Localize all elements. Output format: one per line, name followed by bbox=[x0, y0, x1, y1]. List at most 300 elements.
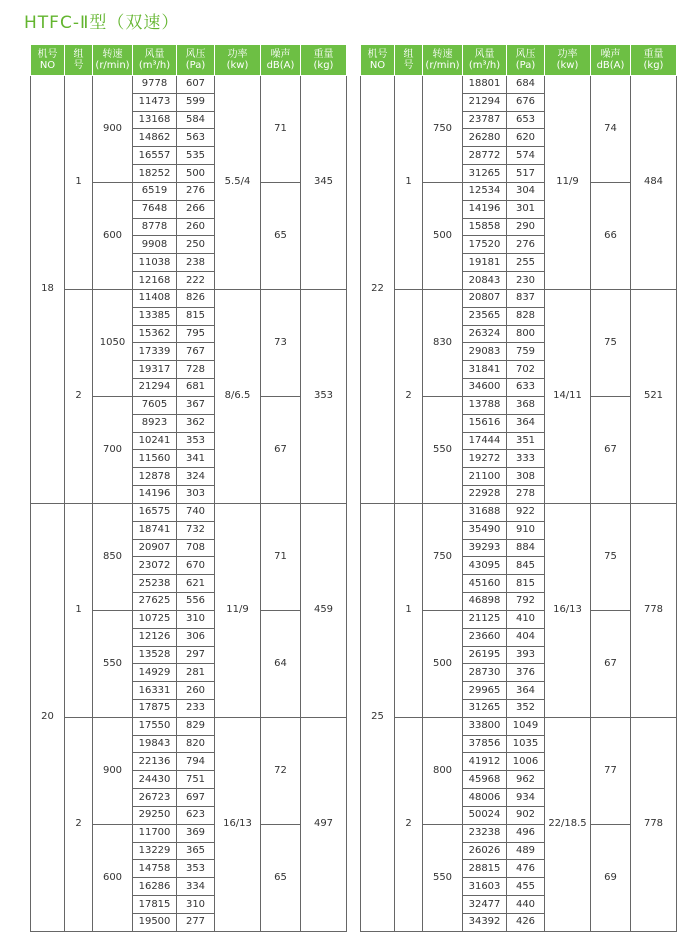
airflow-value: 29965 bbox=[463, 682, 507, 700]
header-airflow-line: (m³/h) bbox=[468, 60, 501, 71]
noise-value: 73 bbox=[261, 289, 301, 396]
airflow-value: 19500 bbox=[133, 913, 177, 931]
airflow-value: 48006 bbox=[463, 789, 507, 807]
pressure-value: 829 bbox=[177, 717, 215, 735]
pressure-value: 837 bbox=[507, 289, 545, 307]
airflow-value: 20843 bbox=[463, 272, 507, 290]
airflow-value: 20807 bbox=[463, 289, 507, 307]
pressure-value: 410 bbox=[507, 610, 545, 628]
spec-table-left bbox=[30, 44, 347, 932]
pressure-value: 767 bbox=[177, 343, 215, 361]
group-no: 2 bbox=[395, 289, 423, 503]
pressure-value: 368 bbox=[507, 396, 545, 414]
noise-value: 75 bbox=[591, 503, 631, 610]
header-speed-line: 转速 bbox=[432, 49, 453, 60]
header-noise-line: 噪声 bbox=[600, 49, 621, 60]
header-power-line: 功率 bbox=[557, 49, 578, 60]
noise-value: 69 bbox=[591, 824, 631, 931]
pressure-value: 1035 bbox=[507, 735, 545, 753]
table-row bbox=[31, 289, 347, 307]
header-power-line: 功率 bbox=[227, 49, 248, 60]
airflow-value: 23565 bbox=[463, 307, 507, 325]
airflow-value: 26026 bbox=[463, 842, 507, 860]
airflow-value: 14196 bbox=[463, 200, 507, 218]
airflow-value: 29083 bbox=[463, 343, 507, 361]
pressure-value: 681 bbox=[177, 379, 215, 397]
pressure-value: 697 bbox=[177, 789, 215, 807]
airflow-value: 13788 bbox=[463, 396, 507, 414]
machine-no: 25 bbox=[361, 503, 395, 931]
pressure-value: 884 bbox=[507, 539, 545, 557]
pressure-value: 276 bbox=[507, 236, 545, 254]
header-group bbox=[395, 45, 423, 76]
pressure-value: 238 bbox=[177, 254, 215, 272]
airflow-value: 18252 bbox=[133, 165, 177, 183]
airflow-value: 19317 bbox=[133, 361, 177, 379]
noise-value: 75 bbox=[591, 289, 631, 396]
pressure-value: 728 bbox=[177, 361, 215, 379]
header-power bbox=[545, 45, 591, 76]
pressure-value: 815 bbox=[177, 307, 215, 325]
header-pressure-line: (Pa) bbox=[515, 60, 536, 71]
pressure-value: 962 bbox=[507, 771, 545, 789]
weight-value: 497 bbox=[301, 717, 347, 931]
header-noise-line: dB(A) bbox=[266, 60, 295, 71]
table-row bbox=[31, 76, 347, 94]
airflow-value: 28730 bbox=[463, 664, 507, 682]
noise-value: 65 bbox=[261, 182, 301, 289]
header-airflow bbox=[463, 45, 507, 76]
airflow-value: 21125 bbox=[463, 610, 507, 628]
pressure-value: 828 bbox=[507, 307, 545, 325]
pressure-value: 795 bbox=[177, 325, 215, 343]
airflow-value: 19843 bbox=[133, 735, 177, 753]
airflow-value: 13168 bbox=[133, 111, 177, 129]
pressure-value: 489 bbox=[507, 842, 545, 860]
pressure-value: 351 bbox=[507, 432, 545, 450]
header-airflow-line: 风量 bbox=[474, 49, 495, 60]
airflow-value: 8778 bbox=[133, 218, 177, 236]
pressure-value: 255 bbox=[507, 254, 545, 272]
power-value: 16/13 bbox=[545, 503, 591, 717]
airflow-value: 45968 bbox=[463, 771, 507, 789]
airflow-value: 16286 bbox=[133, 878, 177, 896]
speed-value: 550 bbox=[423, 824, 463, 931]
airflow-value: 11560 bbox=[133, 450, 177, 468]
airflow-value: 22928 bbox=[463, 486, 507, 504]
pressure-value: 376 bbox=[507, 664, 545, 682]
speed-value: 900 bbox=[93, 76, 133, 183]
airflow-value: 14929 bbox=[133, 664, 177, 682]
airflow-value: 26280 bbox=[463, 129, 507, 147]
airflow-value: 31688 bbox=[463, 503, 507, 521]
header-no-line: NO bbox=[39, 60, 56, 71]
pressure-value: 301 bbox=[507, 200, 545, 218]
airflow-value: 28815 bbox=[463, 860, 507, 878]
pressure-value: 250 bbox=[177, 236, 215, 254]
header-group-line: 组 bbox=[73, 49, 84, 60]
group-no: 2 bbox=[65, 717, 93, 931]
pressure-value: 1006 bbox=[507, 753, 545, 771]
speed-value: 550 bbox=[93, 610, 133, 717]
speed-value: 850 bbox=[93, 503, 133, 610]
airflow-value: 16557 bbox=[133, 147, 177, 165]
group-no: 1 bbox=[65, 503, 93, 717]
airflow-value: 33800 bbox=[463, 717, 507, 735]
pressure-value: 702 bbox=[507, 361, 545, 379]
speed-value: 750 bbox=[423, 503, 463, 610]
speed-value: 600 bbox=[93, 182, 133, 289]
pressure-value: 732 bbox=[177, 521, 215, 539]
airflow-value: 9908 bbox=[133, 236, 177, 254]
weight-value: 345 bbox=[301, 76, 347, 290]
power-value: 22/18.5 bbox=[545, 717, 591, 931]
airflow-value: 16575 bbox=[133, 503, 177, 521]
speed-value: 500 bbox=[423, 610, 463, 717]
header-weight-line: (kg) bbox=[643, 60, 664, 71]
pressure-value: 260 bbox=[177, 682, 215, 700]
group-no: 2 bbox=[395, 717, 423, 931]
airflow-value: 23238 bbox=[463, 824, 507, 842]
header-pressure-line: 风压 bbox=[185, 49, 206, 60]
pressure-value: 708 bbox=[177, 539, 215, 557]
weight-value: 484 bbox=[631, 76, 677, 290]
airflow-value: 23660 bbox=[463, 628, 507, 646]
header-pressure-line: (Pa) bbox=[185, 60, 206, 71]
airflow-value: 45160 bbox=[463, 575, 507, 593]
power-value: 5.5/4 bbox=[215, 76, 261, 290]
weight-value: 778 bbox=[631, 503, 677, 717]
weight-value: 778 bbox=[631, 717, 677, 931]
machine-no: 20 bbox=[31, 503, 65, 931]
noise-value: 66 bbox=[591, 182, 631, 289]
header-power-line: (kw) bbox=[556, 60, 579, 71]
airflow-value: 31603 bbox=[463, 878, 507, 896]
airflow-value: 7605 bbox=[133, 396, 177, 414]
pressure-value: 290 bbox=[507, 218, 545, 236]
airflow-value: 16331 bbox=[133, 682, 177, 700]
pressure-value: 792 bbox=[507, 593, 545, 611]
airflow-value: 24430 bbox=[133, 771, 177, 789]
speed-value: 830 bbox=[423, 289, 463, 396]
airflow-value: 32477 bbox=[463, 896, 507, 914]
pressure-value: 260 bbox=[177, 218, 215, 236]
table-row bbox=[361, 717, 677, 735]
header-pressure bbox=[507, 45, 545, 76]
header-row bbox=[31, 45, 347, 76]
pressure-value: 334 bbox=[177, 878, 215, 896]
pressure-value: 633 bbox=[507, 379, 545, 397]
pressure-value: 902 bbox=[507, 806, 545, 824]
pressure-value: 1049 bbox=[507, 717, 545, 735]
header-noise-line: dB(A) bbox=[596, 60, 625, 71]
pressure-value: 910 bbox=[507, 521, 545, 539]
airflow-value: 18801 bbox=[463, 76, 507, 94]
noise-value: 77 bbox=[591, 717, 631, 824]
table-row bbox=[31, 717, 347, 735]
header-noise bbox=[261, 45, 301, 76]
airflow-value: 21100 bbox=[463, 468, 507, 486]
airflow-value: 21294 bbox=[463, 93, 507, 111]
table-row bbox=[31, 503, 347, 521]
header-no bbox=[31, 45, 65, 76]
airflow-value: 15362 bbox=[133, 325, 177, 343]
airflow-value: 13528 bbox=[133, 646, 177, 664]
airflow-value: 50024 bbox=[463, 806, 507, 824]
airflow-value: 17815 bbox=[133, 896, 177, 914]
airflow-value: 46898 bbox=[463, 593, 507, 611]
pressure-value: 574 bbox=[507, 147, 545, 165]
pressure-value: 297 bbox=[177, 646, 215, 664]
speed-value: 500 bbox=[423, 182, 463, 289]
pressure-value: 815 bbox=[507, 575, 545, 593]
header-pressure-line: 风压 bbox=[515, 49, 536, 60]
airflow-value: 11473 bbox=[133, 93, 177, 111]
airflow-value: 13385 bbox=[133, 307, 177, 325]
airflow-value: 6519 bbox=[133, 182, 177, 200]
pressure-value: 496 bbox=[507, 824, 545, 842]
pressure-value: 684 bbox=[507, 76, 545, 94]
airflow-value: 23787 bbox=[463, 111, 507, 129]
weight-value: 521 bbox=[631, 289, 677, 503]
pressure-value: 362 bbox=[177, 414, 215, 432]
pressure-value: 303 bbox=[177, 486, 215, 504]
airflow-value: 10241 bbox=[133, 432, 177, 450]
pressure-value: 393 bbox=[507, 646, 545, 664]
pressure-value: 740 bbox=[177, 503, 215, 521]
header-speed-line: (r/min) bbox=[95, 60, 130, 71]
airflow-value: 17339 bbox=[133, 343, 177, 361]
airflow-value: 7648 bbox=[133, 200, 177, 218]
noise-value: 64 bbox=[261, 610, 301, 717]
airflow-value: 12168 bbox=[133, 272, 177, 290]
pressure-value: 308 bbox=[507, 468, 545, 486]
noise-value: 67 bbox=[261, 396, 301, 503]
pressure-value: 440 bbox=[507, 896, 545, 914]
airflow-value: 17520 bbox=[463, 236, 507, 254]
noise-value: 74 bbox=[591, 76, 631, 183]
airflow-value: 21294 bbox=[133, 379, 177, 397]
pressure-value: 281 bbox=[177, 664, 215, 682]
airflow-value: 13229 bbox=[133, 842, 177, 860]
speed-value: 550 bbox=[423, 396, 463, 503]
pressure-value: 426 bbox=[507, 913, 545, 931]
pressure-value: 934 bbox=[507, 789, 545, 807]
airflow-value: 12126 bbox=[133, 628, 177, 646]
table-row bbox=[361, 289, 677, 307]
pressure-value: 621 bbox=[177, 575, 215, 593]
airflow-value: 26324 bbox=[463, 325, 507, 343]
airflow-value: 17444 bbox=[463, 432, 507, 450]
header-weight bbox=[631, 45, 677, 76]
pressure-value: 826 bbox=[177, 289, 215, 307]
header-pressure bbox=[177, 45, 215, 76]
airflow-value: 10725 bbox=[133, 610, 177, 628]
airflow-value: 17875 bbox=[133, 699, 177, 717]
airflow-value: 15858 bbox=[463, 218, 507, 236]
pressure-value: 794 bbox=[177, 753, 215, 771]
airflow-value: 31265 bbox=[463, 699, 507, 717]
speed-value: 800 bbox=[423, 717, 463, 824]
pressure-value: 623 bbox=[177, 806, 215, 824]
machine-no: 22 bbox=[361, 76, 395, 504]
airflow-value: 27625 bbox=[133, 593, 177, 611]
header-weight-line: 重量 bbox=[313, 49, 334, 60]
airflow-value: 41912 bbox=[463, 753, 507, 771]
pressure-value: 620 bbox=[507, 129, 545, 147]
pressure-value: 365 bbox=[177, 842, 215, 860]
airflow-value: 34392 bbox=[463, 913, 507, 931]
pressure-value: 455 bbox=[507, 878, 545, 896]
airflow-value: 19181 bbox=[463, 254, 507, 272]
weight-value: 459 bbox=[301, 503, 347, 717]
airflow-value: 19272 bbox=[463, 450, 507, 468]
noise-value: 65 bbox=[261, 824, 301, 931]
airflow-value: 11408 bbox=[133, 289, 177, 307]
pressure-value: 277 bbox=[177, 913, 215, 931]
speed-value: 900 bbox=[93, 717, 133, 824]
airflow-value: 31841 bbox=[463, 361, 507, 379]
pressure-value: 266 bbox=[177, 200, 215, 218]
header-noise-line: 噪声 bbox=[270, 49, 291, 60]
pressure-value: 353 bbox=[177, 432, 215, 450]
noise-value: 72 bbox=[261, 717, 301, 824]
header-weight bbox=[301, 45, 347, 76]
airflow-value: 26195 bbox=[463, 646, 507, 664]
speed-value: 1050 bbox=[93, 289, 133, 396]
airflow-value: 17550 bbox=[133, 717, 177, 735]
airflow-value: 12878 bbox=[133, 468, 177, 486]
group-no: 1 bbox=[395, 76, 423, 290]
airflow-value: 28772 bbox=[463, 147, 507, 165]
pressure-value: 800 bbox=[507, 325, 545, 343]
pressure-value: 556 bbox=[177, 593, 215, 611]
power-value: 11/9 bbox=[215, 503, 261, 717]
airflow-value: 34600 bbox=[463, 379, 507, 397]
table-row bbox=[361, 503, 677, 521]
header-speed bbox=[423, 45, 463, 76]
pressure-value: 670 bbox=[177, 557, 215, 575]
header-speed-line: (r/min) bbox=[425, 60, 460, 71]
noise-value: 71 bbox=[261, 503, 301, 610]
airflow-value: 25238 bbox=[133, 575, 177, 593]
airflow-value: 22136 bbox=[133, 753, 177, 771]
header-airflow bbox=[133, 45, 177, 76]
table-row bbox=[361, 76, 677, 94]
airflow-value: 14862 bbox=[133, 129, 177, 147]
noise-value: 67 bbox=[591, 610, 631, 717]
header-group bbox=[65, 45, 93, 76]
header-power-line: (kw) bbox=[226, 60, 249, 71]
pressure-value: 276 bbox=[177, 182, 215, 200]
header-noise bbox=[591, 45, 631, 76]
airflow-value: 20907 bbox=[133, 539, 177, 557]
header-no-line: 机号 bbox=[367, 49, 388, 60]
airflow-value: 35490 bbox=[463, 521, 507, 539]
pressure-value: 333 bbox=[507, 450, 545, 468]
airflow-value: 43095 bbox=[463, 557, 507, 575]
pressure-value: 676 bbox=[507, 93, 545, 111]
pressure-value: 367 bbox=[177, 396, 215, 414]
pressure-value: 607 bbox=[177, 76, 215, 94]
airflow-value: 37856 bbox=[463, 735, 507, 753]
pressure-value: 353 bbox=[177, 860, 215, 878]
header-no bbox=[361, 45, 395, 76]
pressure-value: 759 bbox=[507, 343, 545, 361]
group-no: 1 bbox=[65, 76, 93, 290]
airflow-value: 14196 bbox=[133, 486, 177, 504]
pressure-value: 364 bbox=[507, 414, 545, 432]
pressure-value: 304 bbox=[507, 182, 545, 200]
pressure-value: 584 bbox=[177, 111, 215, 129]
header-group-line: 号 bbox=[403, 60, 414, 71]
airflow-value: 31265 bbox=[463, 165, 507, 183]
airflow-value: 29250 bbox=[133, 806, 177, 824]
header-speed bbox=[93, 45, 133, 76]
speed-value: 750 bbox=[423, 76, 463, 183]
noise-value: 71 bbox=[261, 76, 301, 183]
airflow-value: 12534 bbox=[463, 182, 507, 200]
airflow-value: 39293 bbox=[463, 539, 507, 557]
header-weight-line: (kg) bbox=[313, 60, 334, 71]
header-no-line: 机号 bbox=[37, 49, 58, 60]
power-value: 11/9 bbox=[545, 76, 591, 290]
airflow-value: 14758 bbox=[133, 860, 177, 878]
pressure-value: 404 bbox=[507, 628, 545, 646]
pressure-value: 369 bbox=[177, 824, 215, 842]
pressure-value: 310 bbox=[177, 610, 215, 628]
airflow-value: 23072 bbox=[133, 557, 177, 575]
speed-value: 700 bbox=[93, 396, 133, 503]
power-value: 16/13 bbox=[215, 717, 261, 931]
pressure-value: 500 bbox=[177, 165, 215, 183]
pressure-value: 476 bbox=[507, 860, 545, 878]
power-value: 14/11 bbox=[545, 289, 591, 503]
header-power bbox=[215, 45, 261, 76]
pressure-value: 653 bbox=[507, 111, 545, 129]
airflow-value: 26723 bbox=[133, 789, 177, 807]
speed-value: 600 bbox=[93, 824, 133, 931]
pressure-value: 306 bbox=[177, 628, 215, 646]
airflow-value: 9778 bbox=[133, 76, 177, 94]
header-airflow-line: (m³/h) bbox=[138, 60, 171, 71]
header-speed-line: 转速 bbox=[102, 49, 123, 60]
pressure-value: 517 bbox=[507, 165, 545, 183]
pressure-value: 341 bbox=[177, 450, 215, 468]
pressure-value: 599 bbox=[177, 93, 215, 111]
group-no: 2 bbox=[65, 289, 93, 503]
group-no: 1 bbox=[395, 503, 423, 717]
weight-value: 353 bbox=[301, 289, 347, 503]
header-airflow-line: 风量 bbox=[144, 49, 165, 60]
airflow-value: 8923 bbox=[133, 414, 177, 432]
pressure-value: 233 bbox=[177, 699, 215, 717]
spec-table-right bbox=[360, 44, 677, 932]
header-row bbox=[361, 45, 677, 76]
page-title: HTFC-Ⅱ型（双速） bbox=[24, 13, 180, 33]
header-weight-line: 重量 bbox=[643, 49, 664, 60]
power-value: 8/6.5 bbox=[215, 289, 261, 503]
pressure-value: 230 bbox=[507, 272, 545, 290]
pressure-value: 364 bbox=[507, 682, 545, 700]
airflow-value: 11038 bbox=[133, 254, 177, 272]
pressure-value: 324 bbox=[177, 468, 215, 486]
pressure-value: 535 bbox=[177, 147, 215, 165]
pressure-value: 751 bbox=[177, 771, 215, 789]
header-group-line: 组 bbox=[403, 49, 414, 60]
pressure-value: 310 bbox=[177, 896, 215, 914]
pressure-value: 845 bbox=[507, 557, 545, 575]
